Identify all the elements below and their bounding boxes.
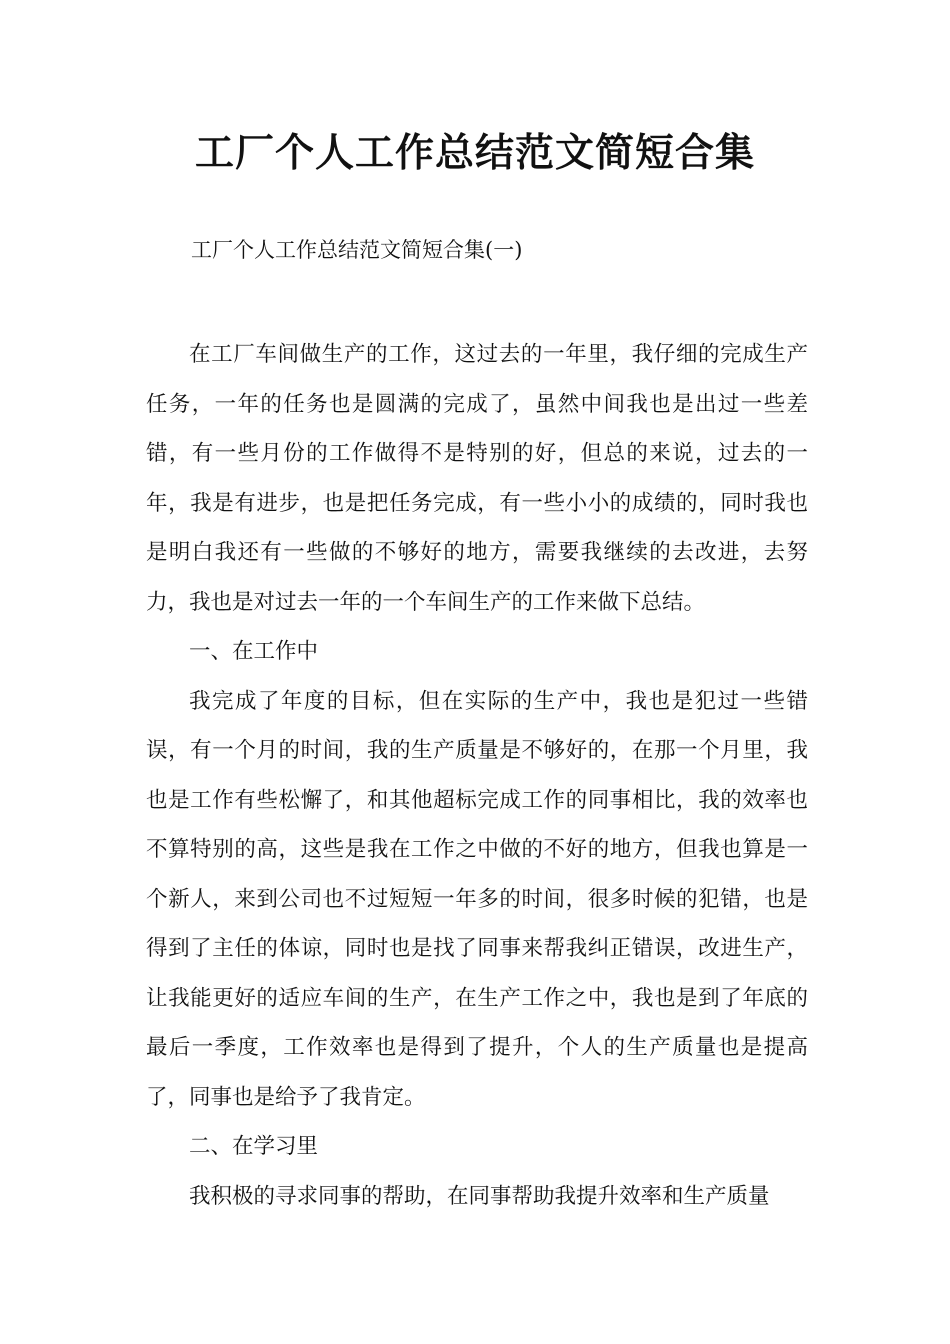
document-body [146,330,808,1221]
document-title: 工厂个人工作总结范文简短合集 [194,131,755,176]
heading-study: 二、在学习里 [189,1134,319,1159]
paragraph-study: 我积极的寻求同事的帮助，在同事帮助我提升效率和生产质量 [189,1183,770,1209]
paragraph-work: 我完成了年度的目标，但在实际的生产中，我也是犯过一些错误，有一个月的时间，我的生产质量是不够好的，在那一个月里，我也是工作有些松懈了，和其他超标完成工作的同事相比，我的效率也不算特别的高，这些是我在工作之中做的不好的地方，但我也算是一个新人，来到公司也不过短短一年多的时间，很多时候的犯错，也是得到了主任的体谅，同时也是找了同事来帮我纠正错误，改进生产，让我能更好的适应车间的生产，在生产工作之中，我也是到了年底的最后一季度，工作效率也是得到了提升，个人的生产质量也是提高了，同事也是给予了我肯定。 [146,688,808,1110]
heading-work: 一、在工作中 [189,639,319,664]
paragraph-intro: 在工厂车间做生产的工作，这过去的一年里，我仔细的完成生产任务，一年的任务也是圆满的完成了，虽然中间我也是出过一些差错，有一些月份的工作做得不是特别的好，但总的来说，过去的一年，我是有进步，也是把任务完成，有一些小小的成绩的，同时我也是明白我还有一些做的不够好的地方，需要我继续的去改进，去努力，我也是对过去一年的一个车间生产的工作来做下总结。 [146,342,808,615]
section-subtitle: 工厂个人工作总结范文简短合集(一) [191,238,523,262]
